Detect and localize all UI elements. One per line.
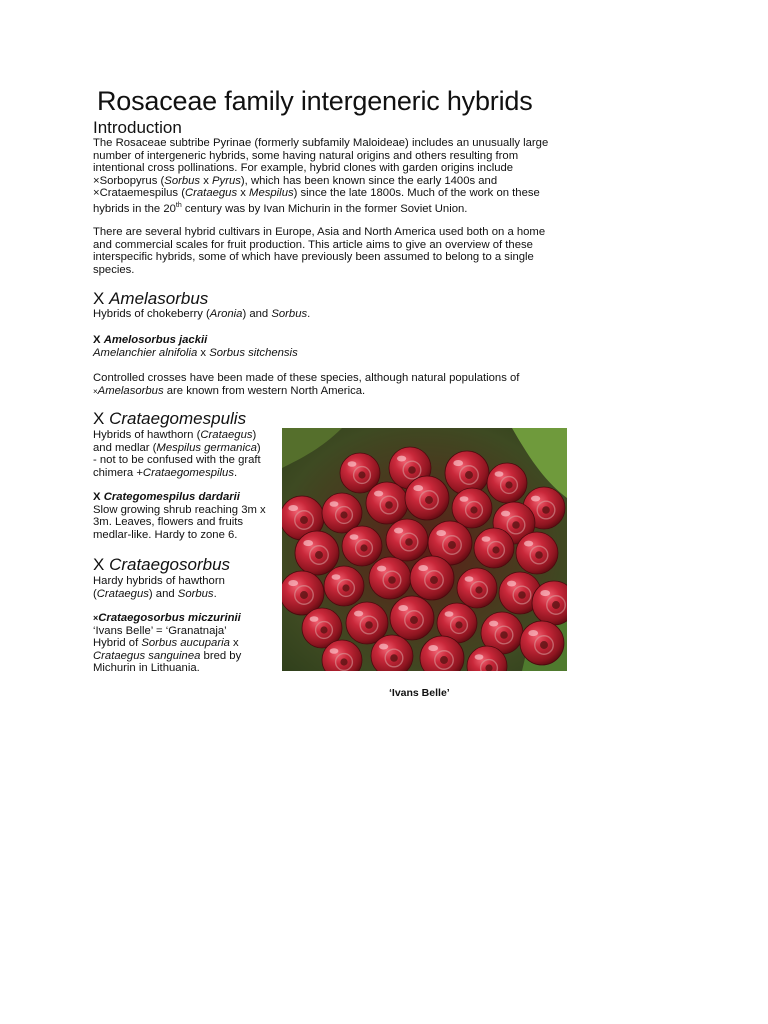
text: Crategomespilus dardarii xyxy=(103,491,240,503)
text: ) and xyxy=(148,587,178,600)
genus-name: Sorbus xyxy=(271,308,308,320)
hybrid-marker: × xyxy=(93,386,98,396)
hybrid-marker: X xyxy=(93,555,110,574)
genus-name: Amelasorbus xyxy=(97,384,164,397)
berry xyxy=(386,519,428,561)
text-line: intentional cross pollinations. For example, hybrid clones with garden origins include xyxy=(93,162,514,175)
text: x xyxy=(229,637,239,650)
text: chimera + xyxy=(93,466,143,479)
species-name xyxy=(93,491,266,504)
text-line: Controlled crosses have been made of these species, although natural populations of xyxy=(93,372,520,384)
text: century was by Ivan Michurin in the former Soviet Union. xyxy=(181,202,468,215)
photo-caption: ‘Ivans Belle’ xyxy=(389,687,450,699)
berry xyxy=(342,526,382,566)
text: . xyxy=(307,308,311,320)
text-line: 3m. Leaves, flowers and fruits xyxy=(93,516,244,529)
text-line: Michurin in Lithuania. xyxy=(93,662,200,675)
text: Amelosorbus jackii xyxy=(103,334,208,346)
genus-name: Crataegomespulis xyxy=(109,409,247,428)
hybrid-marker: X xyxy=(93,334,104,346)
genus-name: Mespilus xyxy=(249,187,294,200)
text: are known from western North America. xyxy=(163,384,366,397)
text-line xyxy=(93,442,261,455)
genus-name: Sorbus xyxy=(164,174,201,187)
text: Hybrids of chokeberry ( xyxy=(93,308,210,320)
berry xyxy=(516,532,558,574)
genus-name: Pyrus xyxy=(212,174,241,187)
text-line xyxy=(93,200,548,215)
section-heading-introduction: Introduction xyxy=(93,118,182,137)
text-line xyxy=(93,385,519,399)
amelasorbus-note xyxy=(93,372,519,398)
berry-cluster-photo xyxy=(282,428,567,671)
text: x xyxy=(197,346,210,359)
crataegomespulis-species xyxy=(93,491,266,541)
text: bred by xyxy=(200,649,242,662)
intro-paragraph-1 xyxy=(93,137,548,215)
text: ) xyxy=(256,441,261,454)
crataegomespulis-description xyxy=(93,429,261,479)
berry xyxy=(324,566,364,606)
berry xyxy=(452,488,492,528)
berry xyxy=(487,463,527,503)
genus-name: Crataegus xyxy=(200,429,253,441)
text: x xyxy=(200,174,213,187)
text: and medlar ( xyxy=(93,441,157,454)
text-line xyxy=(93,429,261,442)
text: hybrids in the 20 xyxy=(93,202,176,215)
species-name: Sorbus aucuparia xyxy=(141,637,230,650)
section-heading-amelasorbus xyxy=(93,289,208,309)
text-line: medlar-like. Hardy to zone 6. xyxy=(93,528,238,541)
berry xyxy=(405,476,449,520)
berry xyxy=(366,482,408,524)
species-parents xyxy=(93,347,298,360)
amelasorbus-description xyxy=(93,308,310,321)
text: . xyxy=(213,587,217,600)
text: x xyxy=(237,187,250,200)
text: ), which has been known since the early 1400s and xyxy=(240,174,498,187)
text-line: and commercial scales for fruit production. This article aims to give an overview of these xyxy=(93,238,533,251)
text: ×Crataemespilus ( xyxy=(93,187,185,200)
cultivar-names: ‘Ivans Belle’ = ‘Granatnaja’ xyxy=(93,624,227,637)
text: Hybrid of xyxy=(93,637,142,650)
text: ×Sorbopyrus ( xyxy=(93,174,165,187)
berry xyxy=(457,568,497,608)
amelasorbus-species xyxy=(93,334,298,359)
species-name: Crataegus sanguinea xyxy=(93,649,201,662)
text-line xyxy=(93,637,241,650)
berry xyxy=(390,596,434,640)
hybrid-marker: X xyxy=(93,491,104,503)
text-line: - not to be confused with the graft xyxy=(93,454,261,467)
section-heading-crataegosorbus xyxy=(93,555,230,575)
genus-name: Crataegus xyxy=(184,187,238,200)
text-line xyxy=(93,467,261,480)
crataegosorbus-species xyxy=(93,612,241,675)
species-name xyxy=(93,334,298,347)
crataegosorbus-description xyxy=(93,575,225,600)
text-line: There are several hybrid cultivars in Europe, Asia and North America used both on a home xyxy=(93,226,546,238)
genus-name: Aronia xyxy=(209,308,243,320)
berry xyxy=(295,531,339,575)
genus-name: Crataegosorbus xyxy=(109,555,231,574)
text: Amelanchier alnifolia xyxy=(93,346,198,359)
text: Sorbus sitchensis xyxy=(209,346,298,359)
superscript: th xyxy=(175,201,182,209)
text: ) xyxy=(252,429,257,441)
berry xyxy=(369,557,411,599)
text-line xyxy=(93,650,241,663)
genus-name: Crataegomespilus xyxy=(142,466,234,479)
text-line xyxy=(93,187,548,200)
genus-name: Amelasorbus xyxy=(109,289,209,308)
species-name xyxy=(93,612,241,625)
hybrid-marker: X xyxy=(93,409,110,428)
genus-name: Crataegus xyxy=(96,587,149,600)
section-heading-crataegomespulis xyxy=(93,409,246,429)
text-line: interspecific hybrids, some of which have previously been assumed to belong to a single xyxy=(93,251,534,264)
berry xyxy=(410,556,454,600)
berry xyxy=(520,621,564,665)
text-line: Slow growing shrub reaching 3m x xyxy=(93,503,266,516)
text-line: number of intergeneric hybrids, some having natural origins and others resulting from xyxy=(93,149,519,162)
text-line: species. xyxy=(93,263,135,276)
text-line: Hardy hybrids of hawthorn xyxy=(93,575,225,587)
text: Hybrids of hawthorn ( xyxy=(93,429,201,441)
species-name: Mespilus germanica xyxy=(156,441,257,454)
text: ( xyxy=(93,587,97,600)
hybrid-marker: × xyxy=(93,613,99,623)
intro-paragraph-2 xyxy=(93,226,545,276)
text-line xyxy=(93,588,225,601)
text-line xyxy=(93,175,548,188)
text-line: The Rosaceae subtribe Pyrinae (formerly subfamily Maloideae) includes an unusually large xyxy=(93,137,549,149)
hybrid-marker: X xyxy=(93,289,110,308)
text: ) since the late 1800s. Much of the work on these xyxy=(293,187,540,200)
genus-name: Sorbus xyxy=(177,587,214,600)
berry xyxy=(474,528,514,568)
text: . xyxy=(233,466,238,479)
page-title: Rosaceae family intergeneric hybrids xyxy=(97,86,533,116)
text: Crataegosorbus miczurinii xyxy=(98,612,241,624)
text: ) and xyxy=(242,308,272,320)
